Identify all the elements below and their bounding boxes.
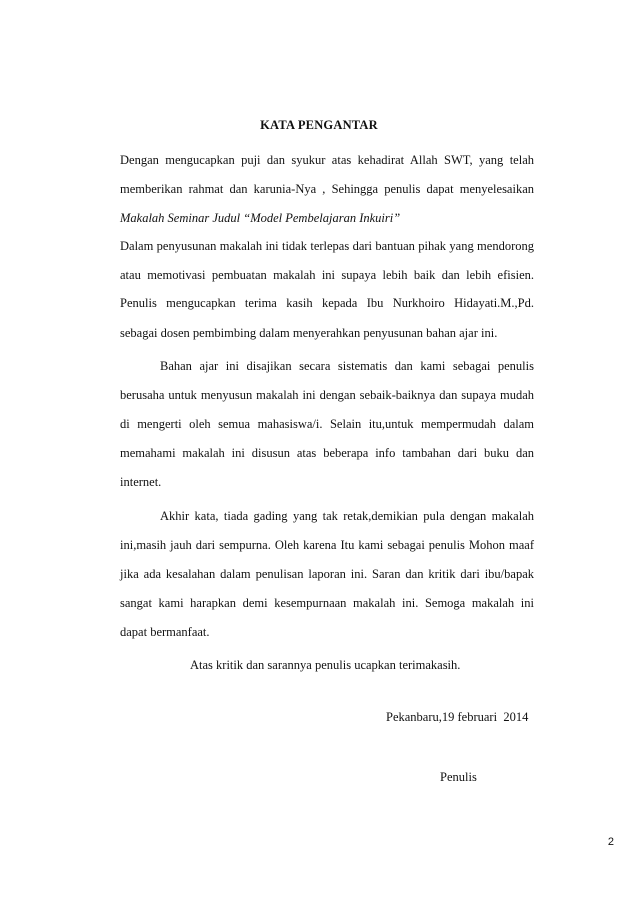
paragraph-line: Bahan ajar ini disajikan secara sistematis dan kami sebagai penulis	[160, 359, 534, 373]
author-signature: Penulis	[440, 770, 477, 784]
paragraph-line: di mengerti oleh semua mahasiswa/i. Selain itu,untuk mempermudah dalam	[120, 417, 534, 431]
page-title: KATA PENGANTAR	[260, 118, 378, 132]
paragraph-line: Penulis mengucapkan terima kasih kepada Ibu Nurkhoiro Hidayati.M.,Pd.	[120, 296, 534, 310]
page-number: 2	[607, 836, 614, 848]
paragraph-line: Atas kritik dan sarannya penulis ucapkan terimakasih.	[190, 658, 461, 672]
paragraph-line: berusaha untuk menyusun makalah ini dengan sebaik-baiknya dan supaya mudah	[120, 388, 534, 402]
paragraph-line: internet.	[120, 475, 162, 489]
paragraph-line: jika ada kesalahan dalam penulisan laporan ini. Saran dan kritik dari ibu/bapak	[120, 567, 534, 581]
paragraph-line: Makalah Seminar Judul “Model Pembelajaran Inkuiri”	[120, 211, 401, 225]
paragraph-line: Dalam penyusunan makalah ini tidak terlepas dari bantuan pihak yang mendorong	[120, 239, 534, 253]
paragraph-line: sebagai dosen pembimbing dalam menyerahkan penyusunan bahan ajar ini.	[120, 326, 498, 340]
place-date: Pekanbaru,19 februari 2014	[386, 710, 529, 724]
paragraph-line: dapat bermanfaat.	[120, 625, 210, 639]
paragraph-line: Akhir kata, tiada gading yang tak retak,demikian pula dengan makalah	[160, 509, 534, 523]
paragraph-line: sangat kami harapkan demi kesempurnaan makalah ini. Semoga makalah ini	[120, 596, 534, 610]
paragraph-line: memberikan rahmat dan karunia-Nya , Sehingga penulis dapat menyelesaikan	[120, 182, 534, 196]
paragraph-line: atau memotivasi pembuatan makalah ini supaya lebih baik dan lebih efisien.	[120, 268, 534, 282]
paragraph-line: memahami makalah ini disusun atas beberapa info tambahan dari buku dan	[120, 446, 534, 460]
paragraph-line: ini,masih jauh dari sempurna. Oleh karena Itu kami sebagai penulis Mohon maaf	[120, 538, 534, 552]
paragraph-line: Dengan mengucapkan puji dan syukur atas kehadirat Allah SWT, yang telah	[120, 153, 534, 167]
